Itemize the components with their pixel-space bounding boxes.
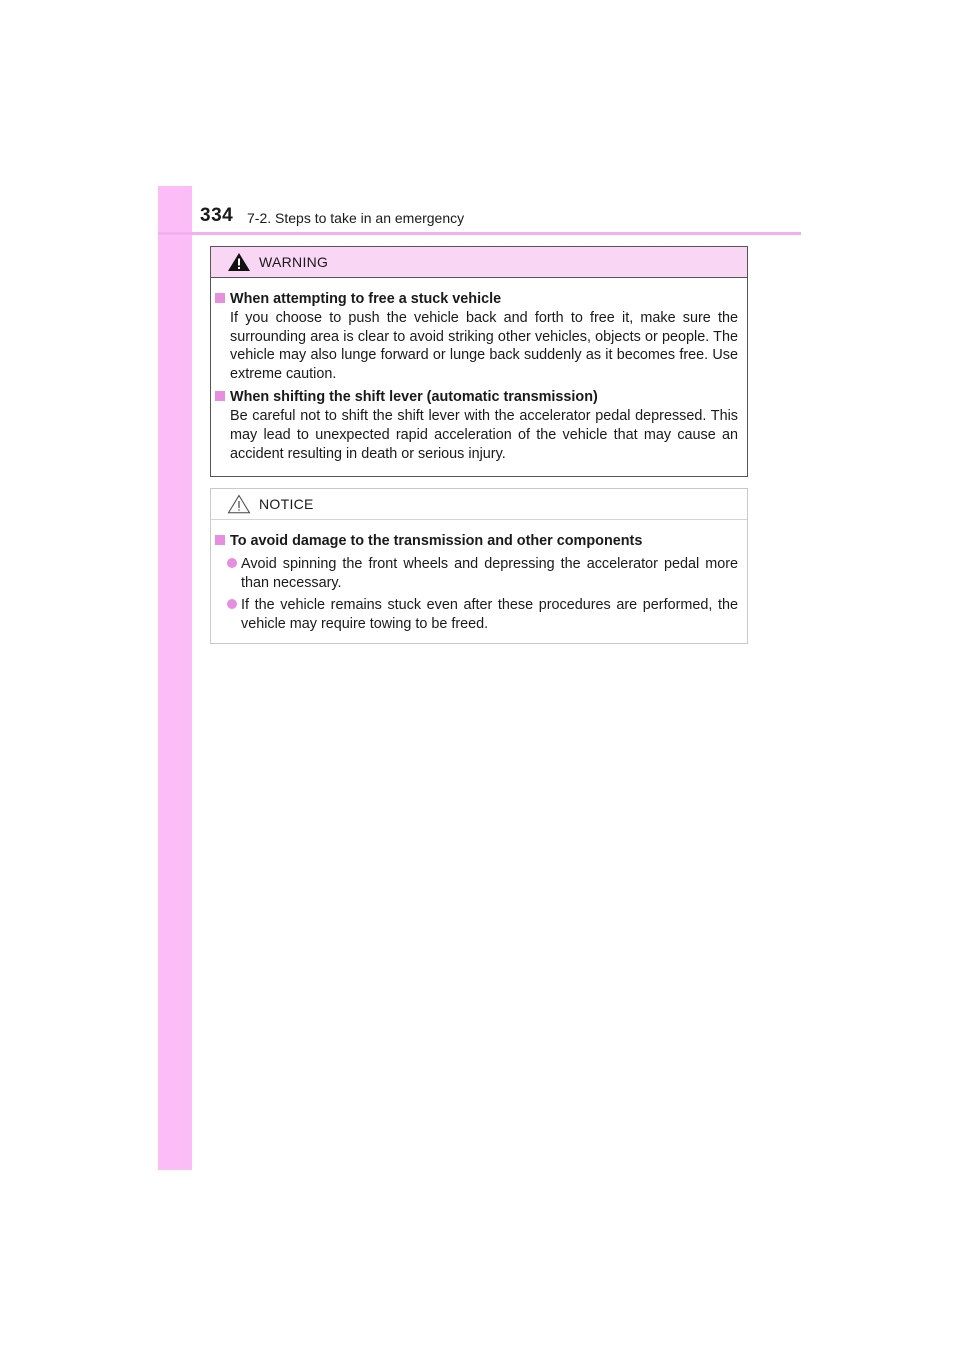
square-bullet-icon	[215, 391, 225, 401]
chapter-side-band	[158, 186, 192, 1170]
round-bullet-icon	[227, 599, 237, 609]
warning-item-heading	[215, 290, 738, 309]
warning-header	[211, 247, 747, 278]
warning-label: WARNING	[259, 254, 329, 270]
warning-body	[211, 278, 747, 463]
warning-paragraph: Be careful not to shift the shift lever with the accelerator pedal depressed. This may lead to unexpected rapid acceleration of the vehicle that may cause an accident resulting in death or serious injury.	[230, 408, 738, 462]
notice-item-heading	[215, 532, 738, 551]
notice-bullet-text: Avoid spinning the front wheels and depressing the accelerator pedal more than necessary.	[241, 556, 738, 591]
square-bullet-icon	[215, 293, 225, 303]
square-bullet-icon	[215, 535, 225, 545]
notice-label: NOTICE	[259, 496, 314, 512]
warning-triangle-icon	[227, 252, 251, 272]
warning-box	[210, 246, 748, 477]
header-rule	[158, 232, 801, 235]
warning-item-heading	[215, 388, 738, 407]
warning-paragraph: If you choose to push the vehicle back and forth to free it, make sure the surrounding area is clear to avoid striking other vehicles, objects or people. The vehicle may also lunge forward or lunge back suddenly as it becomes free. Use extreme caution.	[230, 310, 738, 382]
notice-header	[211, 489, 747, 520]
list-item	[227, 555, 738, 592]
page-number: 334	[200, 205, 234, 226]
caution-outline-triangle-icon	[227, 494, 251, 514]
round-bullet-icon	[227, 558, 237, 568]
warning-heading-stuck-vehicle: When attempting to free a stuck vehicle	[230, 291, 502, 307]
warning-heading-shift-lever: When shifting the shift lever (automatic transmission)	[230, 389, 598, 406]
section-title: 7-2. Steps to take in an emergency	[247, 210, 465, 226]
list-item	[227, 596, 738, 633]
notice-box	[210, 488, 748, 644]
notice-bullet-text: If the vehicle remains stuck even after these procedures are performed, the vehicle may require towing to be freed.	[241, 597, 738, 632]
notice-heading-transmission: To avoid damage to the transmission and other components	[230, 533, 643, 549]
notice-body	[211, 520, 747, 633]
